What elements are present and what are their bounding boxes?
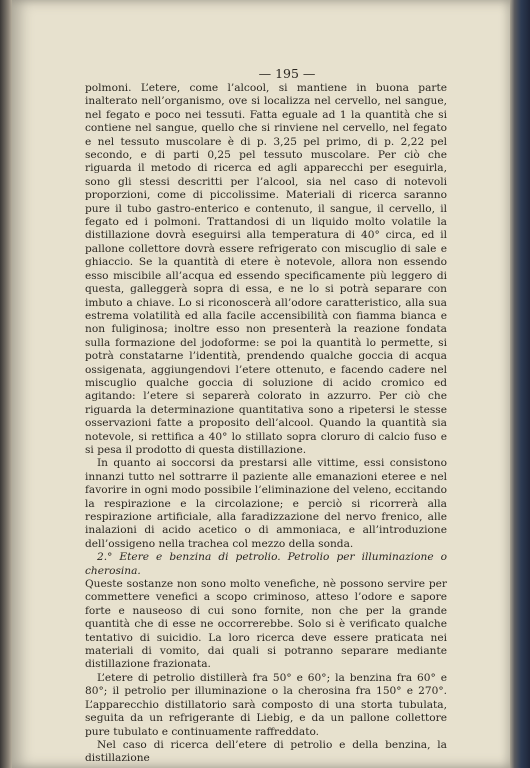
- paragraph-petroleum-toxicity: Queste sostanze non sono molto venefiche, nè possono servire per commettere venefici a scopo criminoso, atteso l’odore e sapore forte e nauseoso di cui sono fornite, non che per la grande quantità che di esse ne occorrerebbe. Solo si è verificato qualche tentativo di suicidio. La loro ricerca deve essere praticata nei materiali di vomito, dai quali si potranno separare mediante distillazione frazionata.: [85, 578, 447, 671]
- page-number: — 195 —: [258, 66, 316, 81]
- section-heading: 2.° Etere e benzina di petrolio. Petrolio per illuminazione o cherosina.: [85, 551, 447, 577]
- book-cover-edge: [508, 0, 530, 768]
- paragraph-rescue-measures: In quanto ai soccorsi da prestarsi alle vittime, essi consistono innanzi tutto nel sottrarre il paziente alle emanazioni eteree e nel favorire in ogni modo possibile l’eliminazione del veleno, eccitando la respirazione e la circolazione; e perciò si ricorrerà alla respirazione artificiale, alla faradizzazione del nervo frenico, alle inalazioni di acido acetico o di ammoniaca, e all’introduzione dell’ossigeno nella trachea col mezzo della sonda.: [85, 457, 447, 550]
- book-page: [12, 0, 510, 768]
- page-body: [85, 82, 447, 766]
- paragraph-distillation-search: Nel caso di ricerca dell’etere di petrolio e della benzina, la distillazione: [85, 738, 447, 765]
- paragraph-distillation-temperatures: L’etere di petrolio distillerà fra 50° e 60°; la benzina fra 60° e 80°; il petrolio per illuminazione o la cherosina fra 150° e 270°. L’apparecchio distillatorio sarà composto di una storta tubulata, seguita da un refrigerante di Liebig, e da un pallone collettore pure tubulato e continuamente raffreddato.: [85, 671, 447, 738]
- paragraph-ether-properties: polmoni. L’etere, come l’alcool, si mantiene in buona parte inalterato nell’organismo, ove si localizza nel cervello, nel sangue, nel fegato e poco nei tessuti. Fatta eguale ad 1 la quantità che si contiene nel sangue, quello che si rinviene nel cervello, nel fegato e nel tessuto muscolare è di p. 3,25 pel primo, di p. 2,22 pel secondo, e di parti 0,25 pel tessuto muscolare. Per ciò che riguarda il metodo di ricerca ed agli apparecchi per eseguirla, sono gli stessi descritti per l’alcool, sia nel caso di notevoli proporzioni, come di piccolissime. Materiali di ricerca saranno pure il tubo gastro-enterico e contenuto, il sangue, il cervello, il fegato ed i polmoni. Trattandosi di un liquido molto volatile la distillazione dovrà eseguirsi alla temperatura di 40° circa, ed il pallone collettore dovrà essere refrigerato con miscuglio di sale e ghiaccio. Se la quantità di etere è notevole, allora non essendo esso miscibile all’acqua ed essendo specificamente più leggero di questa, galleggerà sopra di essa, e ne lo si potrà separare con imbuto a chiave. Lo si riconoscerà all’odore caratteristico, alla sua estrema volatilità ed alla facile accensibilità con fiamma bianca e non fuliginosa; inoltre esso non presenterà la reazione fondata sulla formazione del jodoforme: se poi la quantità lo permette, si potrà constatarne l’identità, prendendo qualche goccia di acqua ossigenata, aggiungendovi l’etere ottenuto, e facendo cadere nel miscuglio qualche goccia di soluzione di acido cromico ed agitando: l’etere si separerà colorato in azzurro. Per ciò che riguarda la determinazione quantitativa sono a ripetersi le stesse osservazioni fatte a proposito dell’alcool. Quando la quantità sia notevole, si rettifica a 40° lo stillato sopra cloruro di calcio fuso e si pesa il prodotto di questa distillazione.: [85, 82, 447, 456]
